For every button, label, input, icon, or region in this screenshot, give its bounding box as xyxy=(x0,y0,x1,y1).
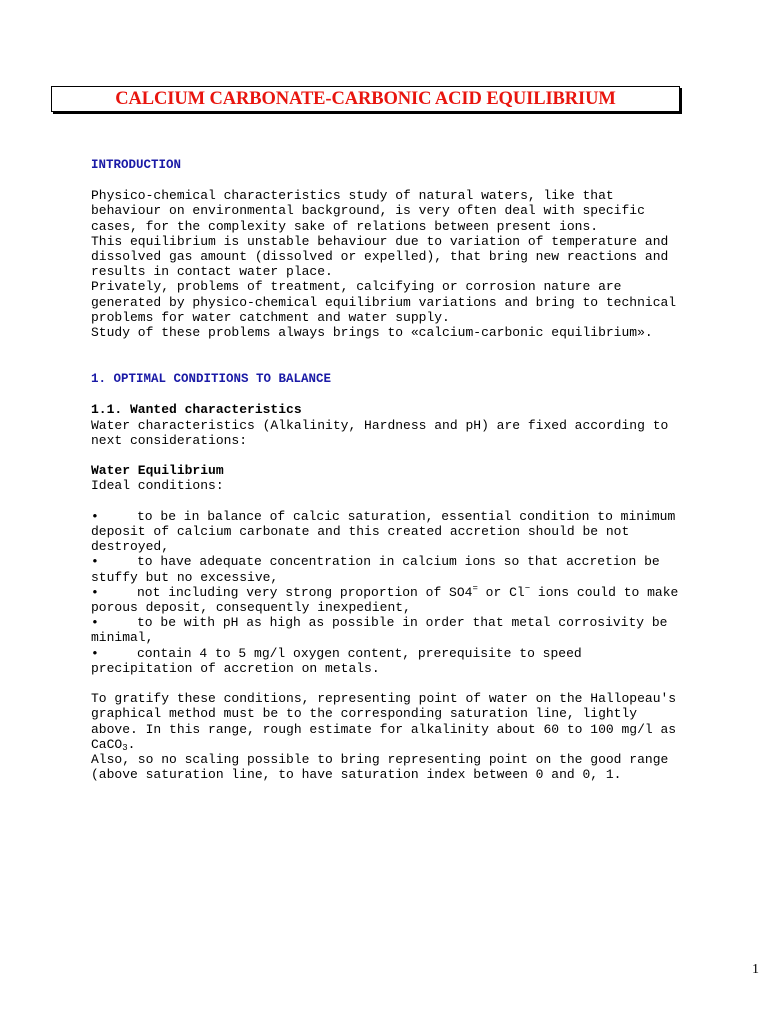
subsection-1-1-heading: 1.1. Wanted characteristics xyxy=(91,402,302,418)
list-item: • to be in balance of calcic saturation, essential condition to minimum deposit of calcium carbonate and this created accretion should be not destroyed, xyxy=(91,508,676,555)
intro-paragraph-4: Study of these problems always brings to «calcium-carbonic equilibrium». xyxy=(91,325,653,341)
list-item: • to be with pH as high as possible in order that metal corrosivity be minimal, xyxy=(91,615,668,646)
list-item: • to have adequate concentration in calcium ions so that accretion be stuffy but no excessive, xyxy=(91,554,660,585)
bullet-icon: • xyxy=(91,615,99,631)
bullet-list xyxy=(91,509,681,676)
bullet-icon: • xyxy=(91,554,99,570)
subsection-1-1-text: Water characteristics (Alkalinity, Hardness and pH) are fixed according to next considerations: xyxy=(91,417,669,448)
gratify-paragraph-1: To gratify these conditions, representing point of water on the Hallopeau's graphical method must be to the corresponding saturation line, lightly above. In this range, rough estimate for alkalinity about 60 to 100 mg/l as CaCO$_3$. xyxy=(91,691,677,753)
document-title: CALCIUM CARBONATE-CARBONIC ACID EQUILIBRIUM xyxy=(115,88,616,109)
introduction-heading: INTRODUCTION xyxy=(91,158,182,172)
list-item: • not including very strong proportion of SO4= or Cl− ions could to make porous deposit, consequently inexpedient, xyxy=(91,583,679,616)
ideal-conditions-label: Ideal conditions: xyxy=(91,478,224,494)
water-equilibrium-heading: Water Equilibrium xyxy=(91,463,224,479)
bullet-icon: • xyxy=(91,584,99,600)
bullet-icon: • xyxy=(91,645,99,661)
section-1-heading: 1. OPTIMAL CONDITIONS TO BALANCE xyxy=(91,372,332,387)
list-item: • contain 4 to 5 mg/l oxygen content, prerequisite to speed precipitation of accretion on metals. xyxy=(91,645,582,676)
intro-paragraph-1: Physico-chemical characteristics study of natural waters, like that behaviour on environmental background, is very often deal with specific cases, for the complexity sake of relations between present ions. xyxy=(91,188,645,234)
gratify-paragraph-2: Also, so no scaling possible to bring representing point on the good range (above saturation line, to have saturation index between 0 and 0, 1. xyxy=(91,752,669,783)
document-body xyxy=(91,158,681,782)
page-number: 1 xyxy=(752,962,759,977)
intro-paragraph-3: Privately, problems of treatment, calcifying or corrosion nature are generated by physico-chemical equilibrium variations and bring to technical problems for water catchment and water supply. xyxy=(91,279,677,325)
title-box xyxy=(51,86,680,112)
intro-paragraph-2: This equilibrium is unstable behaviour due to variation of temperature and dissolved gas amount (dissolved or expelled), that bring new reactions and results in contact water place. xyxy=(91,233,669,280)
bullet-icon: • xyxy=(91,508,99,524)
